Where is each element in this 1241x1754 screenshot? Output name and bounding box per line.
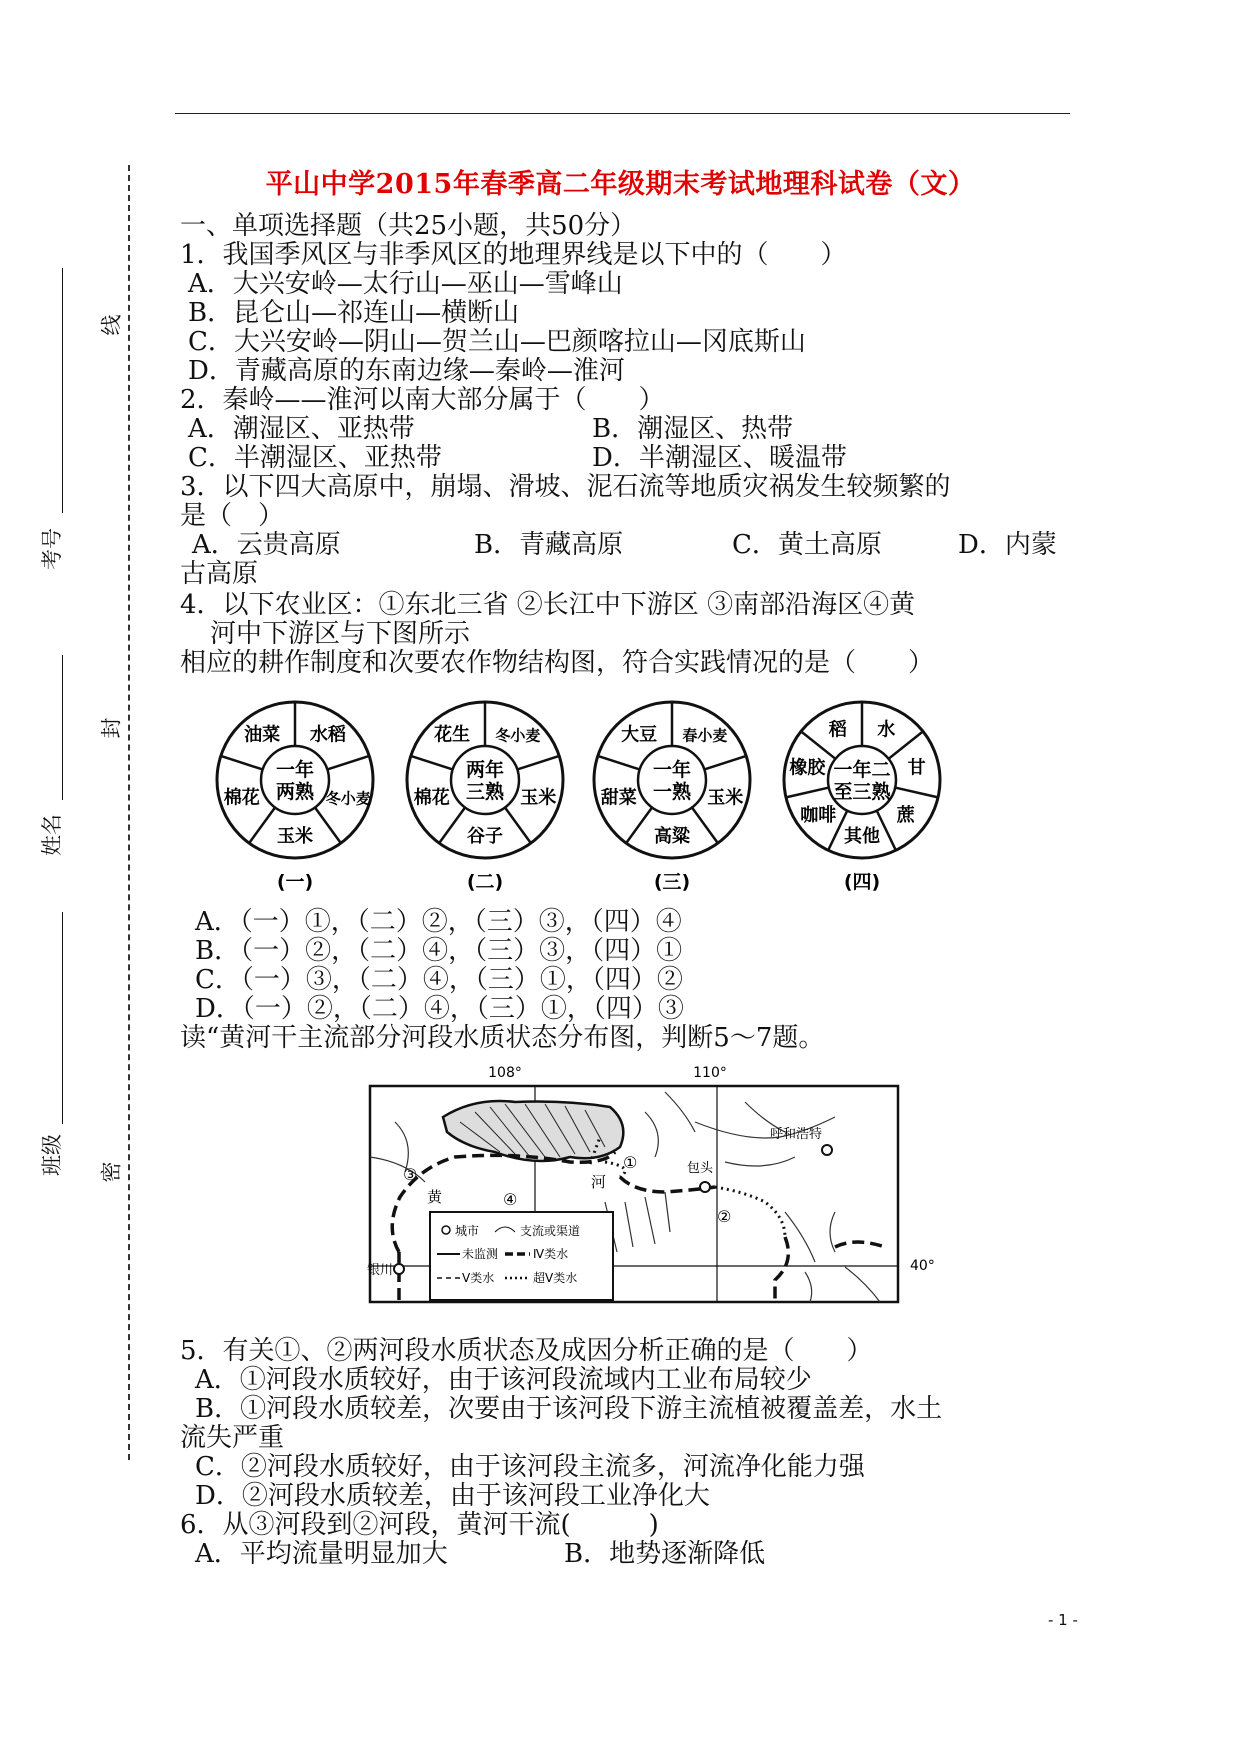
crop-label: 棉花 [223,787,260,809]
q1-option-b: B．昆仑山—祁连山—横断山 [188,298,520,328]
city-hohhot-label: 呼和浩特 [770,1127,823,1142]
q4-option-d: D．（一）②，（二）④，（三）①，（四）③ [195,994,684,1024]
section-heading: 一、单项选择题（共25小题，共50分） [180,211,637,241]
marker-1: ① [623,1153,638,1172]
q4-stem-line3: 相应的耕作制度和次要农作物结构图，符合实践情况的是（ ） [180,648,935,678]
header-rule [175,113,1070,114]
crop-label: 蔗 [896,804,915,826]
q4-stem-line2: 河中下游区与下图所示 [210,619,471,649]
crop-wheels [217,702,940,893]
exam-title: 平山中学2015年春季高二年级期末考试地理科试卷（文） [265,169,976,200]
q3-option-a: A．云贵高原 [192,530,341,560]
cropping-system-label: 至三熟 [833,781,891,803]
marker-2: ② [717,1207,732,1226]
q3-option-d: D．内蒙 [958,530,1057,560]
q3-option-b: B．青藏高原 [474,530,624,560]
crop-label: 大豆 [621,724,658,746]
city-yinchuan-label: 银川 [367,1263,394,1278]
xingming-label: 姓名 [40,814,64,856]
q3-option-d-cont: 古高原 [180,559,259,589]
q5-option-c: C．②河段水质较好，由于该河段主流多，河流净化能力强 [195,1452,865,1482]
crop-label: 玉米 [707,787,744,809]
city-hohhot-marker [822,1145,832,1155]
label-he: 河 [591,1173,607,1191]
crop-label: 冬小麦 [495,726,541,745]
q4-option-a: A．（一）①，（二）②，（三）③，（四）④ [195,907,682,937]
crop-label: 棉花 [413,787,450,809]
crop-label: 水 [877,719,896,741]
q2-option-c: C．半潮湿区、亚热带 [188,443,442,473]
q2-option-d: D．半潮湿区、暖温带 [592,443,847,473]
legend-branch: 支流或渠道 [520,1224,581,1238]
q1-option-c: C．大兴安岭—阴山—贺兰山—巴颜喀拉山—冈底斯山 [188,327,806,357]
q5-option-b-line2: 流失严重 [180,1423,285,1453]
q6-option-b: B．地势逐渐降低 [564,1539,766,1569]
crop-label: 橡胶 [789,757,826,779]
crop-label: 高粱 [654,826,690,847]
mi-label: 密 [99,1161,124,1183]
q5-stem: 5．有关①、②两河段水质状态及成因分析正确的是（ ） [180,1336,873,1366]
wheel-caption: (一) [276,871,314,893]
crop-label: 花生 [434,724,471,746]
crop-label: 水稻 [309,724,346,746]
cropping-system-label: 一年 [275,759,315,781]
read-instruction: 读“黄河干主流部分河段水质状态分布图，判断5～7题。 [180,1023,825,1053]
kaohao-line [62,268,63,513]
cropping-system-label: 一年二 [833,759,891,781]
kaohao-label: 考号 [40,528,64,570]
lon-110-label: 110° [693,1065,727,1081]
q2-option-a: A．潮湿区、亚热带 [188,414,415,444]
crop-label: 玉米 [277,826,313,847]
legend-class5-plus: 超Ⅴ类水 [533,1271,578,1285]
crop-label: 稻 [828,719,847,741]
page-number: - 1 - [1048,1611,1078,1629]
legend-city: 城市 [455,1224,480,1238]
banji-line [62,912,63,1124]
cropping-system-label: 两年 [465,759,505,781]
q2-stem: 2．秦岭——淮河以南大部分属于（ ） [180,385,665,415]
crop-wheel-4 [784,702,940,893]
wheel-caption: (四) [843,871,881,893]
map-legend [430,1212,613,1300]
lon-108-label: 108° [488,1065,522,1081]
lat-40-label: 40° [910,1258,935,1274]
binding-dashed-line [128,165,130,1460]
q4-stem-line1: 4．以下农业区：①东北三省 ②长江中下游区 ③南部沿海区④黄 [180,590,916,620]
crop-wheel-2 [407,702,563,893]
label-huang: 黄 [427,1188,443,1206]
crop-label: 谷子 [467,826,503,847]
q4-option-b: B．（一）②，（二）④，（三）③，（四）① [195,936,683,966]
legend-class4: Ⅳ类水 [533,1247,569,1261]
city-baotou-label: 包头 [687,1161,714,1176]
wheel-caption: (二) [466,871,504,893]
crop-label: 春小麦 [682,726,728,745]
q3-stem-line2: 是（ ） [180,501,285,531]
q5-option-d: D．②河段水质较差，由于该河段工业净化大 [195,1481,710,1511]
q2-option-b: B．潮湿区、热带 [592,414,794,444]
yellow-river-water-quality-map [365,1062,935,1312]
q5-option-b-line1: B．①河段水质较差，次要由于该河段下游主流植被覆盖差，水土 [195,1394,943,1424]
crop-wheel-3 [594,702,750,893]
cropping-system-label: 三熟 [465,781,505,803]
xian-label: 线 [99,314,124,336]
city-yinchuan-marker [394,1264,404,1274]
cropping-system-label: 一熟 [652,781,692,803]
wheel-caption: (三) [653,871,691,893]
crop-label: 冬小麦 [325,789,371,808]
legend-class5: Ⅴ类水 [462,1271,495,1285]
q1-option-a: A．大兴安岭—太行山—巫山—雪峰山 [188,269,623,299]
crop-structure-figure [210,693,955,898]
crop-label: 油菜 [244,724,281,746]
city-baotou-marker [700,1182,710,1192]
xingming-line [62,655,63,800]
marker-3: ③ [403,1165,418,1184]
legend-unmonitored: 未监测 [462,1247,499,1261]
marker-4: ④ [503,1190,518,1209]
cropping-system-label: 两熟 [275,781,315,803]
crop-label: 玉米 [520,787,557,809]
q3-stem-line1: 3．以下四大高原中，崩塌、滑坡、泥石流等地质灾祸发生较频繁的 [180,472,951,502]
q1-option-d: D．青藏高原的东南边缘—秦岭—淮河 [188,356,625,386]
q4-option-c: C．（一）③，（二）④，（三）①，（四）② [195,965,683,995]
crop-label: 咖啡 [800,804,837,826]
q1-stem: 1．我国季风区与非季风区的地理界线是以下中的（ ） [180,240,847,270]
crop-label: 甜菜 [600,787,637,809]
q6-option-a: A．平均流量明显加大 [195,1539,448,1569]
cropping-system-label: 一年 [652,759,692,781]
q5-option-a: A．①河段水质较好，由于该河段流域内工业布局较少 [195,1365,812,1395]
q3-option-c: C．黄土高原 [732,530,882,560]
crop-label: 甘 [907,757,926,779]
feng-label: 封 [99,717,124,739]
crop-wheel-1 [217,702,373,893]
crop-label: 其他 [844,826,880,847]
banji-label: 班级 [40,1134,64,1176]
q6-stem: 6．从③河段到②河段，黄河干流( ) [180,1510,659,1540]
